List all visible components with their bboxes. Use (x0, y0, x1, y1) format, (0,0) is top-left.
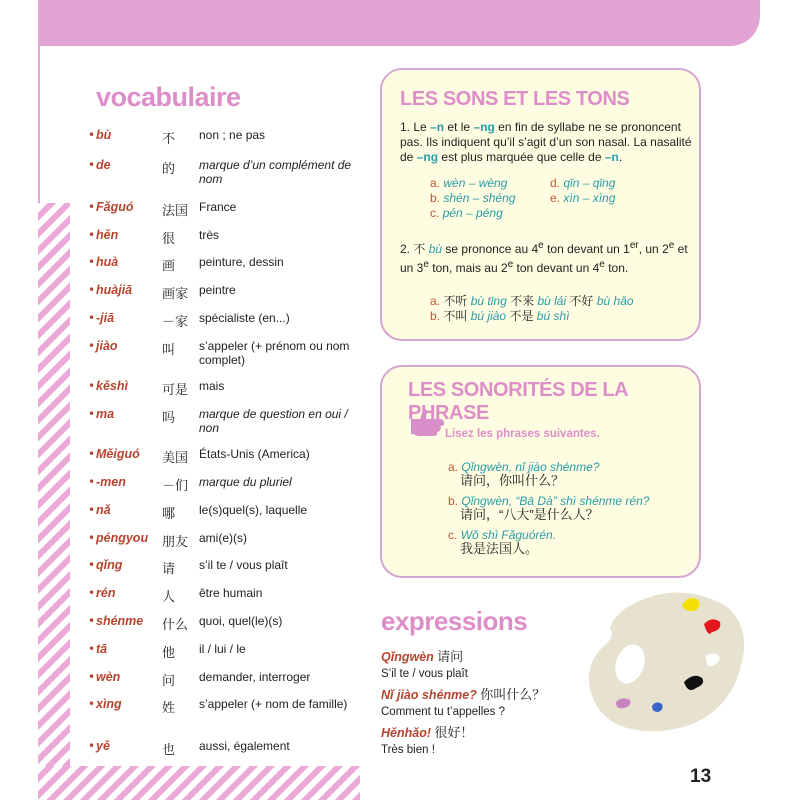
sons-paragraph-2: 2. 不 bù se prononce au 4e ton devant un 1er, un 2e et un 3e ton, mais au 2e ton devant un 4e ton. (400, 240, 688, 275)
sonorites-instruction: Lisez les phrases suivantes. (445, 428, 600, 440)
vocab-pinyin: ma (96, 407, 115, 421)
vocab-translation: aussi, également (199, 739, 290, 753)
vocab-hanzi: 吗 (162, 411, 176, 426)
vocab-hanzi: 很 (162, 232, 176, 247)
vocab-row (88, 614, 366, 633)
bullet-icon: • (88, 339, 96, 353)
vocab-hanzi: 哪 (162, 507, 176, 522)
vocab-hanzi: 问 (162, 674, 176, 689)
vocab-hanzi: 什么 (162, 618, 189, 633)
bullet-icon: • (88, 670, 96, 684)
vocab-hanzi: 朋友 (162, 535, 189, 550)
vocab-hanzi: 请 (162, 562, 176, 577)
vocab-translation: États-Unis (America) (199, 447, 310, 461)
bullet-icon: • (88, 447, 96, 461)
vocab-row (88, 558, 366, 577)
sound-pair: e. xìn – xìng (550, 191, 616, 205)
vocab-row (88, 503, 366, 522)
expression-item: Nǐ jiào shénme? 你叫什么？ Comment tu t’appelles ? (381, 687, 546, 718)
vocab-row (88, 670, 366, 689)
vocab-pinyin: hěn (96, 228, 119, 242)
bullet-icon: • (88, 407, 96, 421)
left-rule (38, 46, 40, 206)
vocab-translation: ami(e)(s) (199, 531, 247, 545)
vocab-translation: France (199, 200, 237, 214)
paint-palette-icon (586, 586, 746, 734)
sentence-item: c. Wǒ shì Fǎguórén. 我是法国人。 (448, 528, 557, 556)
bullet-icon: • (88, 475, 96, 489)
sonorites-box (380, 365, 701, 578)
vocab-row (88, 586, 366, 605)
vocab-row (88, 283, 366, 302)
vocab-translation: s’il te / vous plaît (199, 558, 288, 572)
vocab-pinyin: bù (96, 128, 112, 142)
sound-pair: d. qīn – qīng (550, 176, 616, 190)
bullet-icon: • (88, 739, 96, 753)
vocab-row (88, 158, 366, 186)
vocab-translation: marque d’un complément de nom (199, 158, 352, 186)
vocab-hanzi: 法国 (162, 204, 189, 219)
vocab-hanzi: 人 (162, 590, 176, 605)
vocab-hanzi: 姓 (162, 701, 176, 716)
vocab-hanzi: 不 (162, 132, 176, 147)
vocab-translation: très (199, 228, 220, 242)
bullet-icon: • (88, 128, 96, 142)
vocab-pinyin: Fǎguó (96, 200, 134, 214)
sons-tons-title: LES SONS ET LES TONS (400, 88, 630, 110)
sons-tons-box (380, 68, 701, 341)
vocab-hanzi: 也 (162, 743, 176, 758)
vocab-pinyin: huàjiā (96, 283, 133, 297)
bullet-icon: • (88, 255, 96, 269)
sound-pair: a. wèn – wèng (430, 176, 508, 190)
vocab-row (88, 255, 366, 274)
bullet-icon: • (88, 697, 96, 711)
vocab-row (88, 447, 366, 466)
vocab-translation: être humain (199, 586, 263, 600)
vocab-pinyin: kěshì (96, 379, 128, 393)
vocab-translation: marque de question en oui / non (199, 407, 348, 435)
sentence-item: b. Qǐngwèn, “Bā Dà” shì shénme rén? 请问，“八大”是什么人？ (448, 494, 650, 522)
bullet-icon: • (88, 558, 96, 572)
sonorites-title: LES SONORITÉS DE LA PHRASE (408, 379, 628, 424)
vocab-translation: quoi, quel(le)(s) (199, 614, 283, 628)
vocab-pinyin: wèn (96, 670, 121, 684)
vocab-pinyin: de (96, 158, 111, 172)
bullet-icon: • (88, 379, 96, 393)
bullet-icon: • (88, 642, 96, 656)
vocab-hanzi: 他 (162, 646, 176, 661)
sentence-item: a. Qǐngwèn, nǐ jiào shénme? 请问，你叫什么？ (448, 460, 600, 488)
bullet-icon: • (88, 503, 96, 517)
vocab-pinyin: qǐng (96, 558, 123, 572)
vocab-hanzi: －家 (162, 315, 189, 330)
sons-paragraph-1: 1. Le –n et le –ng en fin de syllabe ne se prononcent pas. Ils indiquent qu’il s’agit d’un son nasal. La nasalité de –ng est plus marquée que celle de –n. (400, 120, 692, 164)
vocab-row (88, 379, 366, 398)
vocab-row (88, 311, 366, 330)
vocab-translation: demander, interroger (199, 670, 311, 684)
vocab-hanzi: 的 (162, 162, 176, 177)
vocab-row (88, 697, 366, 716)
bullet-icon: • (88, 311, 96, 325)
vocab-translation: peinture, dessin (199, 255, 284, 269)
vocab-pinyin: nǎ (96, 503, 111, 517)
vocab-translation: non ; ne pas (199, 128, 266, 142)
vocab-hanzi: 画 (162, 259, 176, 274)
vocab-row (88, 339, 366, 367)
pointing-hand-icon (408, 407, 446, 441)
top-band (38, 0, 760, 46)
left-stripes (38, 203, 70, 800)
vocab-hanzi: 可是 (162, 383, 189, 398)
vocab-hanzi: 画家 (162, 287, 189, 302)
vocab-row (88, 407, 366, 435)
vocab-pinyin: Měiguó (96, 447, 140, 461)
vocab-translation: mais (199, 379, 225, 393)
vocab-pinyin: -men (96, 475, 126, 489)
vocab-pinyin: péngyou (96, 531, 149, 545)
vocab-row (88, 475, 366, 494)
vocab-pinyin: xìng (96, 697, 122, 711)
vocab-row (88, 531, 366, 550)
vocab-row (88, 128, 366, 147)
vocab-hanzi: －们 (162, 479, 189, 494)
vocab-row (88, 739, 366, 758)
bullet-icon: • (88, 283, 96, 297)
bullet-icon: • (88, 228, 96, 242)
vocab-title: vocabulaire (96, 82, 241, 112)
expression-item: Qǐngwèn 请问 S’il te / vous plaît (381, 649, 468, 680)
sound-pair: b. shén – shéng (430, 191, 516, 205)
vocab-translation: s’appeler (+ prénom ou nom complet) (199, 339, 350, 367)
sound-pair: c. pén – péng (430, 206, 503, 220)
tone-example-row: b. 不叫 bú jiào 不是 bú shì (430, 309, 570, 323)
vocab-hanzi: 叫 (162, 343, 176, 358)
vocab-translation: marque du pluriel (199, 475, 292, 489)
bullet-icon: • (88, 531, 96, 545)
vocab-pinyin: huà (96, 255, 119, 269)
vocab-pinyin: tā (96, 642, 108, 656)
bullet-icon: • (88, 586, 96, 600)
vocab-translation: il / lui / le (199, 642, 246, 656)
vocab-row (88, 642, 366, 661)
bullet-icon: • (88, 614, 96, 628)
vocab-pinyin: jiào (96, 339, 118, 353)
vocab-hanzi: 美国 (162, 451, 189, 466)
vocab-row (88, 200, 366, 219)
bullet-icon: • (88, 200, 96, 214)
vocab-pinyin: yě (96, 739, 110, 753)
vocab-translation: s’appeler (+ nom de famille) (199, 697, 348, 711)
vocab-pinyin: rén (96, 586, 116, 600)
page-number: 13 (690, 766, 712, 787)
vocab-pinyin: shénme (96, 614, 144, 628)
vocab-translation: le(s)quel(s), laquelle (199, 503, 308, 517)
bottom-stripes (38, 766, 360, 800)
vocab-pinyin: -jiā (96, 311, 115, 325)
vocab-row (88, 228, 366, 247)
expressions-title: expressions (381, 606, 528, 636)
bullet-icon: • (88, 158, 96, 172)
expression-item: Hěnhǎo! 很好！ Très bien ! (381, 725, 474, 756)
vocab-translation: spécialiste (en...) (199, 311, 290, 325)
tone-example-row: a. 不听 bù tīng 不来 bù lái 不好 bù hǎo (430, 294, 634, 308)
vocab-translation: peintre (199, 283, 236, 297)
